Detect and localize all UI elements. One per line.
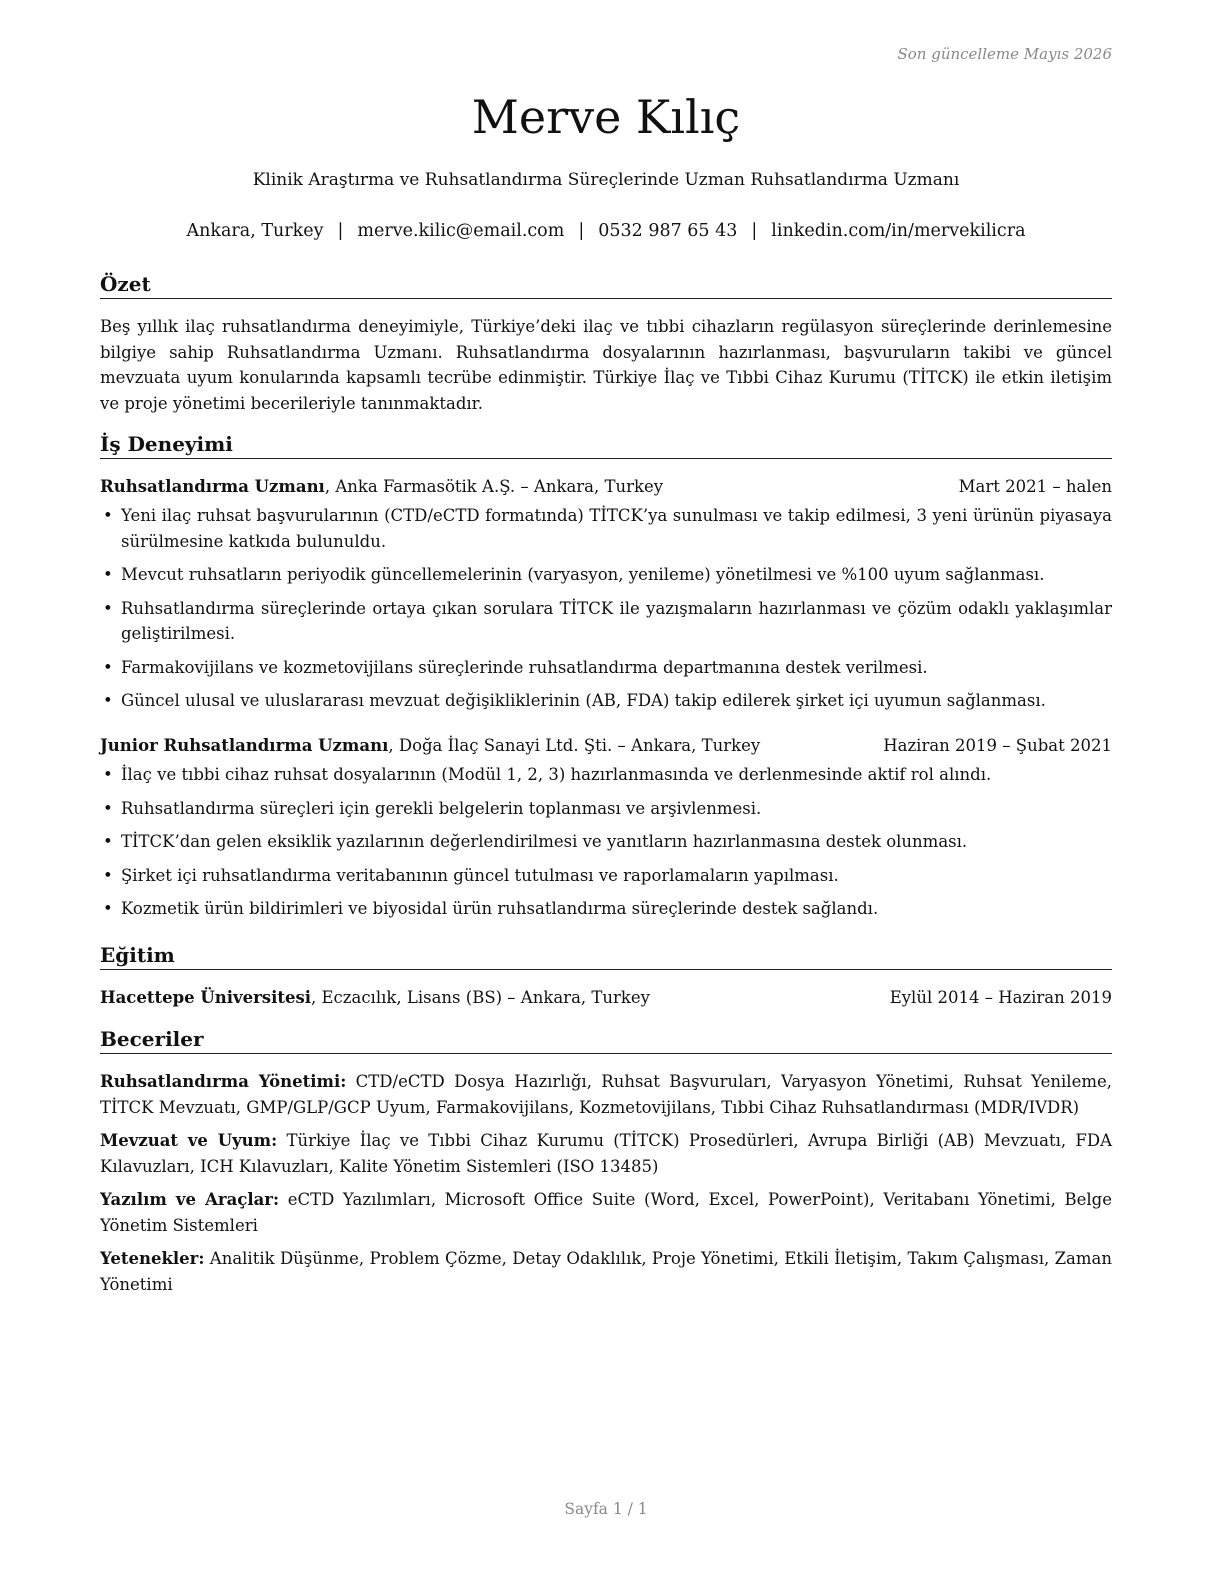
job-company: , Doğa İlaç Sanayi Ltd. Şti. – Ankara, Turkey — [388, 736, 761, 755]
section-title-skills: Beceriler — [100, 1026, 1112, 1054]
skill-text: Analitik Düşünme, Problem Çözme, Detay Odaklılık, Proje Yönetimi, Etkili İletişim, Takım Çalışması, Zaman Yönetimi — [100, 1249, 1112, 1294]
headline: Klinik Araştırma ve Ruhsatlandırma Süreçlerinde Uzman Ruhsatlandırma Uzmanı — [252, 170, 960, 190]
job-bullet: • Ruhsatlandırma süreçleri için gerekli belgelerin toplanması ve arşivlenmesi. — [100, 796, 1112, 822]
contact-separator: | — [578, 221, 585, 241]
contact-location: Ankara, Turkey — [186, 221, 324, 241]
job-header — [100, 474, 1112, 500]
contact-email[interactable]: merve.kilic@email.com — [357, 221, 565, 241]
education-school: Hacettepe Üniversitesi — [100, 988, 312, 1007]
education-details: , Eczacılık, Lisans (BS) – Ankara, Turkey — [311, 988, 650, 1007]
skills-list — [100, 1069, 1112, 1305]
job-role: Junior Ruhsatlandırma Uzmanı — [100, 736, 389, 755]
contact-separator: | — [337, 221, 344, 241]
job-bullet: • Farmakovijilans ve kozmetovijilans süreçlerinde ruhsatlandırma departmanına destek verilmesi. — [100, 655, 1112, 681]
section-title-education: Eğitim — [100, 942, 1112, 970]
education-entry — [100, 985, 1112, 1011]
section-title-summary: Özet — [100, 271, 1112, 299]
skill-label: Yetenekler: — [100, 1249, 205, 1268]
page-number: Sayfa 1 / 1 — [564, 1500, 648, 1518]
job-entry — [100, 474, 1112, 722]
last-updated: Son güncelleme Mayıs 2026 — [897, 45, 1112, 63]
job-bullets — [100, 762, 1112, 922]
job-bullet: • TİTCK’dan gelen eksiklik yazılarının değerlendirilmesi ve yanıtların hazırlanmasına destek olunması. — [100, 829, 1112, 855]
job-bullet: • Ruhsatlandırma süreçlerinde ortaya çıkan sorulara TİTCK ile yazışmaların hazırlanması ve çözüm odaklı yaklaşımlar geliştirilmesi. — [100, 596, 1112, 647]
job-header — [100, 733, 1112, 759]
candidate-name: Merve Kılıç — [471, 90, 741, 144]
job-bullet: • Şirket içi ruhsatlandırma veritabanının güncel tutulması ve raporlamaların yapılması. — [100, 863, 1112, 889]
section-title-experience: İş Deneyimi — [100, 431, 1112, 459]
skill-text: eCTD Yazılımları, Microsoft Office Suite (Word, Excel, PowerPoint), Veritabanı Yönetimi, Belge Yönetim Sistemleri — [100, 1190, 1112, 1235]
contact-separator: | — [751, 221, 758, 241]
contact-phone: 0532 987 65 43 — [598, 221, 738, 241]
job-company: , Anka Farmasötik A.Ş. – Ankara, Turkey — [324, 477, 664, 496]
contact-linkedin[interactable]: linkedin.com/in/mervekilicra — [771, 221, 1026, 241]
skill-label: Ruhsatlandırma Yönetimi: — [100, 1072, 347, 1091]
summary-text: Beş yıllık ilaç ruhsatlandırma deneyimiyle, Türkiye’deki ilaç ve tıbbi cihazların regülasyon süreçlerinde derinlemesine bilgiye sahip Ruhsatlandırma Uzmanı. Ruhsatlandırma dosyalarının hazırlanması, başvuruların takibi ve güncel mevzuata uyum konularında kapsamlı tecrübe edinmiştir. Türkiye İlaç ve Tıbbi Cihaz Kurumu (TİTCK) ile etkin iletişim ve proje yönetimi becerileriyle tanınmaktadır. — [100, 317, 1112, 413]
education-dates: Eylül 2014 – Haziran 2019 — [889, 988, 1112, 1007]
skill-label: Mevzuat ve Uyum: — [100, 1131, 278, 1150]
skill-text: CTD/eCTD Dosya Hazırlığı, Ruhsat Başvuruları, Varyasyon Yönetimi, Ruhsat Yenileme, TİTCK Mevzuatı, GMP/GLP/GCP Uyum, Farmakovijilans, Kozmetovijilans, Tıbbi Cihaz Ruhsatlandırması (MDR/IVDR) — [100, 1072, 1112, 1117]
skill-row — [100, 1246, 1112, 1297]
skill-row — [100, 1187, 1112, 1238]
job-bullet: • Kozmetik ürün bildirimleri ve biyosidal ürün ruhsatlandırma süreçlerinde destek sağlandı. — [100, 896, 1112, 922]
skill-text: Türkiye İlaç ve Tıbbi Cihaz Kurumu (TİTCK) Prosedürleri, Avrupa Birliği (AB) Mevzuatı, FDA Kılavuzları, ICH Kılavuzları, Kalite Yönetim Sistemleri (ISO 13485) — [100, 1131, 1113, 1176]
job-bullet: • Yeni ilaç ruhsat başvurularının (CTD/eCTD formatında) TİTCK’ya sunulması ve takip edilmesi, 3 yeni ürünün piyasaya sürülmesine katkıda bulunuldu. — [100, 503, 1112, 554]
job-dates: Mart 2021 – halen — [958, 477, 1112, 496]
resume-page — [100, 0, 1112, 1584]
skill-row — [100, 1128, 1112, 1179]
job-bullet: • İlaç ve tıbbi cihaz ruhsat dosyalarının (Modül 1, 2, 3) hazırlanmasında ve derlenmesinde aktif rol alındı. — [100, 762, 1112, 788]
job-bullet: • Mevcut ruhsatların periyodik güncellemelerinin (varyasyon, yenileme) yönetilmesi ve %100 uyum sağlanması. — [100, 562, 1112, 588]
job-bullets — [100, 503, 1112, 714]
contact-line — [100, 219, 1112, 243]
job-entry — [100, 733, 1112, 930]
job-role: Ruhsatlandırma Uzmanı — [100, 477, 325, 496]
skill-row — [100, 1069, 1112, 1120]
skill-label: Yazılım ve Araçlar: — [100, 1190, 280, 1209]
job-bullet: • Güncel ulusal ve uluslararası mevzuat değişikliklerinin (AB, FDA) takip edilerek şirket içi uyumun sağlanması. — [100, 688, 1112, 714]
education-header — [100, 985, 1112, 1011]
job-dates: Haziran 2019 – Şubat 2021 — [883, 736, 1112, 755]
